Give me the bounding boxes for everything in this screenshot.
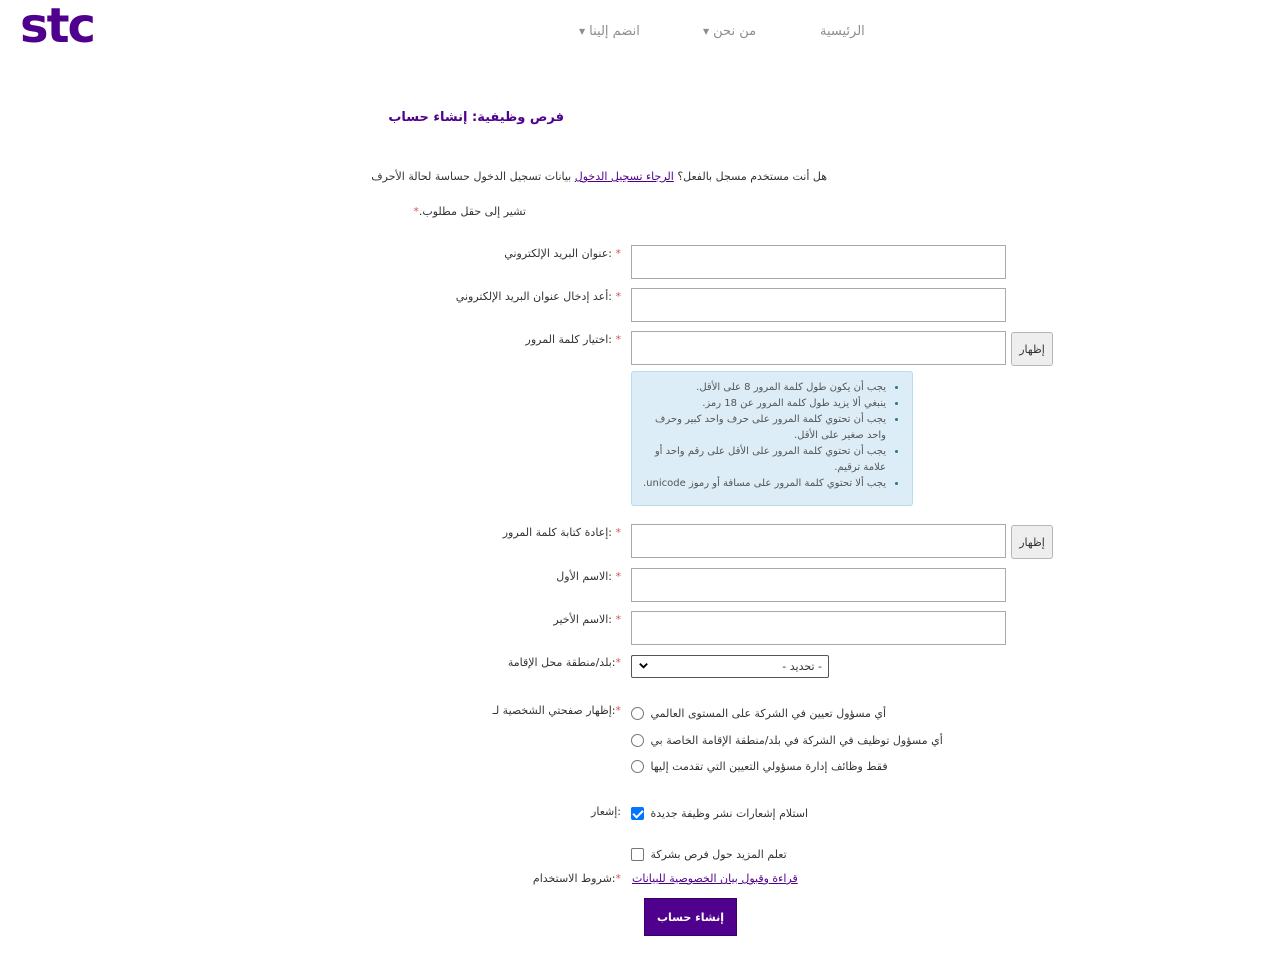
required-asterisk: * — [615, 290, 621, 303]
caret-down-icon: ▼ — [579, 27, 586, 36]
email-confirm-field[interactable] — [631, 288, 1006, 322]
password-rules-box — [631, 371, 913, 506]
page-title: فرص وظيفية: إنشاء حساب — [388, 110, 564, 125]
profile-option-row — [631, 759, 888, 775]
first-name-label-row — [556, 570, 621, 583]
learn-more-checkbox[interactable] — [631, 848, 644, 861]
profile-option-label: أي مسؤول توظيف في الشركة في بلد/منطقة الإقامة الخاصة بي — [650, 733, 943, 747]
notify-checkbox[interactable] — [631, 807, 644, 820]
first-name-label: :الاسم الأول — [556, 570, 612, 583]
nav-item-join[interactable] — [579, 24, 640, 39]
email-label-row — [504, 247, 621, 260]
existing-user-prefix: هل أنت مستخدم مسجل بالفعل؟ — [677, 170, 827, 183]
first-name-field[interactable] — [631, 568, 1006, 602]
password-rule: • يجب أن يكون طول كلمة المرور 8 على الأقل. — [642, 380, 886, 396]
email-confirm-label: :أعد إدخال عنوان البريد الإلكتروني — [455, 290, 612, 303]
required-asterisk: * — [615, 526, 621, 539]
password-rule: • يجب ألا تحتوي كلمة المرور على مسافة أو رموز unicode. — [642, 476, 886, 492]
chevron-down-icon — [638, 660, 649, 674]
email-label: :عنوان البريد الإلكتروني — [504, 247, 612, 260]
profile-option-applied-radio[interactable] — [631, 760, 644, 773]
profile-label: :إظهار صفحتي الشخصية لـ — [492, 704, 616, 717]
required-asterisk: * — [615, 247, 621, 260]
profile-option-row — [631, 733, 943, 749]
learn-more-option-label: تعلم المزيد حول فرص بشركة — [650, 847, 787, 861]
password-confirm-label-row — [503, 526, 621, 539]
stc-logo[interactable]: stc — [20, 0, 94, 54]
country-label-row — [508, 656, 621, 669]
password-field[interactable] — [631, 331, 1006, 365]
nav-item-about[interactable] — [703, 24, 756, 39]
profile-option-global-radio[interactable] — [631, 707, 644, 720]
notify-label: :إشعار — [591, 805, 621, 818]
password-confirm-field[interactable] — [631, 524, 1006, 558]
country-label: :بلد/منطقة محل الإقامة — [507, 656, 616, 669]
required-note-text: تشير إلى حقل مطلوب. — [418, 205, 526, 218]
country-selected-value: - تحديد - — [782, 660, 822, 673]
required-note — [413, 205, 526, 218]
top-nav — [560, 24, 880, 44]
password-rule: • ينبغي ألا يزيد طول كلمة المرور عن 18 رمز. — [642, 396, 886, 412]
email-field[interactable] — [631, 245, 1006, 279]
required-asterisk: * — [615, 704, 621, 717]
show-password-button[interactable]: إظهار — [1011, 332, 1053, 366]
last-name-label: :الاسم الأخير — [553, 613, 612, 626]
required-asterisk: * — [615, 570, 621, 583]
terms-label: :شروط الاستخدام — [532, 872, 616, 885]
show-password-confirm-button[interactable]: إظهار — [1011, 525, 1053, 559]
privacy-statement-link[interactable]: قراءة وقبول بيان الخصوصية للبيانات — [632, 872, 798, 885]
required-asterisk: * — [615, 613, 621, 626]
password-label: :اختيار كلمة المرور — [525, 333, 612, 346]
nav-home-label: الرئيسية — [820, 24, 865, 39]
required-asterisk: * — [615, 333, 621, 346]
login-link[interactable]: الرجاء تسجيل الدخول — [574, 170, 674, 183]
last-name-field[interactable] — [631, 611, 1006, 645]
nav-join-label: انضم إلينا — [589, 24, 640, 39]
required-asterisk: * — [615, 872, 621, 885]
caret-down-icon: ▼ — [703, 27, 710, 36]
password-rules-list — [642, 380, 902, 492]
password-label-row — [526, 333, 621, 346]
password-rule: • يجب أن تحتوي كلمة المرور على حرف واحد كبير وحرف واحد صغير على الأقل. — [642, 412, 886, 444]
password-rule: • يجب أن تحتوي كلمة المرور على الأقل على رقم واحد أو علامة ترقيم. — [642, 444, 886, 476]
required-asterisk: * — [413, 205, 419, 218]
profile-label-row — [493, 704, 621, 717]
notify-option-row — [631, 806, 808, 822]
existing-user-suffix: بيانات تسجيل الدخول حساسة لحالة الأحرف — [371, 170, 572, 183]
existing-user-line — [371, 170, 827, 183]
email-confirm-label-row — [456, 290, 621, 303]
profile-option-label: فقط وظائف إدارة مسؤولي التعيين التي تقدمت إليها — [650, 759, 888, 773]
profile-option-label: أي مسؤول تعيين في الشركة على المستوى العالمي — [650, 706, 887, 720]
terms-label-row — [533, 872, 621, 885]
nav-about-label: من نحن — [713, 24, 757, 39]
last-name-label-row — [553, 613, 621, 626]
password-confirm-label: :إعادة كتابة كلمة المرور — [502, 526, 612, 539]
required-asterisk: * — [615, 656, 621, 669]
country-select[interactable] — [631, 655, 829, 678]
nav-item-home[interactable] — [820, 24, 865, 39]
create-account-button[interactable]: إنشاء حساب — [644, 898, 737, 936]
profile-option-country-radio[interactable] — [631, 734, 644, 747]
learn-more-option-row — [631, 847, 787, 863]
profile-option-row — [631, 706, 886, 722]
notify-option-label: استلام إشعارات نشر وظيفة جديدة — [650, 806, 809, 820]
